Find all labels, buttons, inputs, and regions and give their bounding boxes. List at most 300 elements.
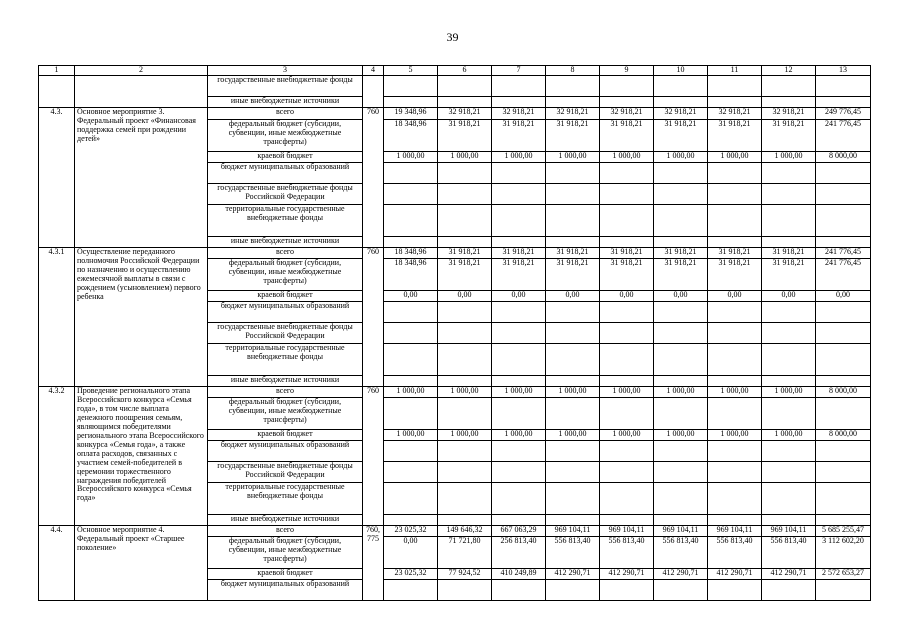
total-value: 241 776,45 xyxy=(816,259,871,291)
column-number: 4 xyxy=(363,66,384,76)
column-number-row xyxy=(39,66,871,76)
code-cell xyxy=(39,76,75,108)
year-value xyxy=(492,237,546,248)
value-cell xyxy=(762,97,816,108)
year-value: 412 290,71 xyxy=(546,569,600,580)
year-value: 1 000,00 xyxy=(438,152,492,163)
total-value xyxy=(816,302,871,323)
year-value xyxy=(384,580,438,601)
year-value: 412 290,71 xyxy=(600,569,654,580)
year-value xyxy=(654,515,708,526)
year-value: 412 290,71 xyxy=(654,569,708,580)
year-value xyxy=(438,163,492,184)
column-number: 7 xyxy=(492,66,546,76)
year-value: 31 918,21 xyxy=(708,259,762,291)
year-value: 0,00 xyxy=(654,291,708,302)
year-value xyxy=(438,441,492,462)
year-value xyxy=(762,441,816,462)
value-cell xyxy=(600,97,654,108)
year-value: 1 000,00 xyxy=(384,152,438,163)
year-value: 31 918,21 xyxy=(546,248,600,259)
year-value xyxy=(384,441,438,462)
funding-source: территориальные государственные внебюджетные фонды xyxy=(208,205,363,237)
total-value xyxy=(816,344,871,376)
year-value: 1 000,00 xyxy=(600,430,654,441)
total-value: 8 000,00 xyxy=(816,387,871,398)
year-value xyxy=(438,184,492,205)
funding-source: всего xyxy=(208,248,363,259)
column-number: 11 xyxy=(708,66,762,76)
value-cell xyxy=(438,76,492,97)
grbs-cell xyxy=(363,76,384,108)
year-value: 31 918,21 xyxy=(762,120,816,152)
year-value: 149 646,32 xyxy=(438,526,492,537)
year-value: 1 000,00 xyxy=(546,152,600,163)
year-value: 0,00 xyxy=(600,291,654,302)
year-value xyxy=(708,483,762,515)
year-value xyxy=(654,376,708,387)
year-value: 18 348,96 xyxy=(384,248,438,259)
year-value xyxy=(762,237,816,248)
year-value: 1 000,00 xyxy=(708,430,762,441)
year-value xyxy=(546,184,600,205)
year-value xyxy=(600,205,654,237)
funding-source: федеральный бюджет (субсидии, субвенции, иные межбюджетные трансферты) xyxy=(208,259,363,291)
funding-source: федеральный бюджет (субсидии, субвенции, иные межбюджетные трансферты) xyxy=(208,120,363,152)
source-cell: государственные внебюджетные фонды xyxy=(208,76,363,97)
year-value xyxy=(708,184,762,205)
funding-source: краевой бюджет xyxy=(208,569,363,580)
year-value xyxy=(492,205,546,237)
table-row xyxy=(39,248,871,259)
year-value xyxy=(762,184,816,205)
page-number: 39 xyxy=(446,30,459,44)
year-value: 31 918,21 xyxy=(762,248,816,259)
year-value: 410 249,89 xyxy=(492,569,546,580)
year-value: 32 918,21 xyxy=(654,108,708,120)
year-value xyxy=(654,237,708,248)
year-value xyxy=(600,483,654,515)
source-cell: иные внебюджетные источники xyxy=(208,97,363,108)
year-value xyxy=(654,163,708,184)
total-value: 8 000,00 xyxy=(816,430,871,441)
year-value xyxy=(384,398,438,430)
total-value: 5 685 255,47 xyxy=(816,526,871,537)
year-value: 1 000,00 xyxy=(762,430,816,441)
year-value xyxy=(384,483,438,515)
year-value xyxy=(438,483,492,515)
year-value xyxy=(384,376,438,387)
year-value: 31 918,21 xyxy=(438,120,492,152)
value-cell xyxy=(438,97,492,108)
value-cell xyxy=(708,97,762,108)
total-value xyxy=(816,184,871,205)
year-value: 32 918,21 xyxy=(546,108,600,120)
section-name: Осуществление переданного полномочия Российской Федерации по назначению и осуществлению ежемесячной выплаты в связи с рождением (усыновлением) первого ребенка xyxy=(75,248,208,387)
year-value xyxy=(492,483,546,515)
total-value xyxy=(816,580,871,601)
year-value: 31 918,21 xyxy=(438,259,492,291)
table-row xyxy=(39,108,871,120)
year-value: 31 918,21 xyxy=(492,259,546,291)
year-value: 31 918,21 xyxy=(600,259,654,291)
year-value xyxy=(546,237,600,248)
year-value: 31 918,21 xyxy=(438,248,492,259)
year-value: 556 813,40 xyxy=(762,537,816,569)
funding-source: бюджет муниципальных образований xyxy=(208,441,363,462)
table-row xyxy=(39,387,871,398)
funding-source: бюджет муниципальных образований xyxy=(208,163,363,184)
year-value: 556 813,40 xyxy=(708,537,762,569)
year-value: 1 000,00 xyxy=(708,152,762,163)
year-value xyxy=(708,163,762,184)
column-number: 12 xyxy=(762,66,816,76)
year-value xyxy=(654,323,708,344)
value-cell xyxy=(546,97,600,108)
year-value xyxy=(600,323,654,344)
year-value: 31 918,21 xyxy=(762,259,816,291)
value-cell xyxy=(708,76,762,97)
total-value: 249 776,45 xyxy=(816,108,871,120)
year-value xyxy=(708,462,762,483)
funding-source: территориальные государственные внебюджетные фонды xyxy=(208,483,363,515)
year-value: 31 918,21 xyxy=(654,120,708,152)
year-value: 1 000,00 xyxy=(546,387,600,398)
section-name: Основное мероприятие 3. Федеральный проект «Финансовая поддержка семей при рождении детей» xyxy=(75,108,208,248)
year-value xyxy=(762,205,816,237)
funding-source: иные внебюджетные источники xyxy=(208,376,363,387)
year-value: 0,00 xyxy=(384,291,438,302)
year-value xyxy=(492,163,546,184)
column-number: 13 xyxy=(816,66,871,76)
column-number: 10 xyxy=(654,66,708,76)
funding-source: краевой бюджет xyxy=(208,152,363,163)
year-value xyxy=(654,441,708,462)
year-value xyxy=(546,580,600,601)
year-value xyxy=(492,376,546,387)
year-value: 31 918,21 xyxy=(492,248,546,259)
value-cell xyxy=(762,76,816,97)
year-value xyxy=(546,302,600,323)
section-code: 4.3.1 xyxy=(39,248,75,387)
year-value xyxy=(492,344,546,376)
year-value xyxy=(438,323,492,344)
total-value xyxy=(816,205,871,237)
year-value: 31 918,21 xyxy=(600,248,654,259)
year-value xyxy=(600,163,654,184)
year-value xyxy=(708,205,762,237)
total-value: 0,00 xyxy=(816,291,871,302)
year-value: 1 000,00 xyxy=(600,152,654,163)
year-value: 31 918,21 xyxy=(600,120,654,152)
year-value: 256 813,40 xyxy=(492,537,546,569)
total-value: 241 776,45 xyxy=(816,248,871,259)
year-value xyxy=(438,515,492,526)
year-value: 0,00 xyxy=(708,291,762,302)
year-value: 1 000,00 xyxy=(762,387,816,398)
year-value: 32 918,21 xyxy=(708,108,762,120)
year-value xyxy=(708,302,762,323)
value-cell xyxy=(384,76,438,97)
year-value: 31 918,21 xyxy=(708,248,762,259)
year-value xyxy=(762,376,816,387)
column-number: 2 xyxy=(75,66,208,76)
year-value xyxy=(600,441,654,462)
funding-source: краевой бюджет xyxy=(208,430,363,441)
year-value xyxy=(762,323,816,344)
year-value: 556 813,40 xyxy=(654,537,708,569)
year-value xyxy=(654,462,708,483)
year-value: 969 104,11 xyxy=(654,526,708,537)
total-value xyxy=(816,237,871,248)
column-number: 6 xyxy=(438,66,492,76)
year-value xyxy=(708,237,762,248)
funding-source: краевой бюджет xyxy=(208,291,363,302)
year-value xyxy=(546,398,600,430)
year-value: 667 063,29 xyxy=(492,526,546,537)
year-value xyxy=(600,344,654,376)
table-row xyxy=(39,526,871,537)
column-number: 5 xyxy=(384,66,438,76)
funding-source: всего xyxy=(208,108,363,120)
year-value xyxy=(492,515,546,526)
year-value xyxy=(384,344,438,376)
total-value xyxy=(816,441,871,462)
year-value xyxy=(492,462,546,483)
year-value: 1 000,00 xyxy=(600,387,654,398)
total-value xyxy=(816,376,871,387)
year-value xyxy=(762,462,816,483)
total-value xyxy=(816,462,871,483)
year-value xyxy=(438,302,492,323)
year-value: 31 918,21 xyxy=(708,120,762,152)
year-value xyxy=(438,376,492,387)
year-value: 23 025,32 xyxy=(384,526,438,537)
year-value xyxy=(438,237,492,248)
year-value xyxy=(708,323,762,344)
year-value: 1 000,00 xyxy=(762,152,816,163)
year-value xyxy=(762,398,816,430)
grbs-code: 760 xyxy=(363,387,384,526)
year-value xyxy=(438,462,492,483)
year-value: 31 918,21 xyxy=(546,259,600,291)
value-cell xyxy=(816,97,871,108)
year-value xyxy=(546,344,600,376)
year-value xyxy=(438,344,492,376)
year-value: 1 000,00 xyxy=(492,430,546,441)
total-value: 8 000,00 xyxy=(816,152,871,163)
section-name: Основное мероприятие 4. Федеральный проект «Старшее поколение» xyxy=(75,526,208,601)
year-value: 1 000,00 xyxy=(546,430,600,441)
total-value xyxy=(816,483,871,515)
year-value xyxy=(492,580,546,601)
year-value xyxy=(384,237,438,248)
section-code: 4.4. xyxy=(39,526,75,601)
year-value xyxy=(384,323,438,344)
year-value xyxy=(384,163,438,184)
year-value xyxy=(492,302,546,323)
year-value xyxy=(384,462,438,483)
section-name: Проведение регионального этапа Всероссийского конкурса «Семья года», в том числе выплата денежного поощрения семьям, являющимся победителями регионального этапа Всероссийского конкурса «Семья года», а также оплата расходов, связанных с участием семей-победителей в церемонии торжественного награждения победителей Всероссийского конкурса «Семья года» xyxy=(75,387,208,526)
year-value xyxy=(708,580,762,601)
year-value xyxy=(600,580,654,601)
year-value: 1 000,00 xyxy=(654,152,708,163)
year-value: 23 025,32 xyxy=(384,569,438,580)
year-value xyxy=(762,483,816,515)
year-value: 0,00 xyxy=(384,537,438,569)
value-cell xyxy=(654,76,708,97)
year-value xyxy=(384,302,438,323)
year-value xyxy=(546,462,600,483)
year-value xyxy=(384,184,438,205)
year-value xyxy=(708,515,762,526)
year-value: 1 000,00 xyxy=(438,430,492,441)
year-value: 412 290,71 xyxy=(762,569,816,580)
year-value xyxy=(546,515,600,526)
continued-row xyxy=(39,76,871,97)
funding-source: иные внебюджетные источники xyxy=(208,237,363,248)
year-value xyxy=(654,344,708,376)
year-value xyxy=(600,376,654,387)
year-value xyxy=(600,462,654,483)
year-value: 1 000,00 xyxy=(708,387,762,398)
funding-source: государственные внебюджетные фонды Российской Федерации xyxy=(208,323,363,344)
grbs-code: 760 xyxy=(363,248,384,387)
year-value: 31 918,21 xyxy=(654,248,708,259)
year-value xyxy=(762,344,816,376)
year-value: 31 918,21 xyxy=(492,120,546,152)
year-value: 556 813,40 xyxy=(546,537,600,569)
year-value: 1 000,00 xyxy=(654,387,708,398)
year-value: 0,00 xyxy=(762,291,816,302)
name-cell xyxy=(75,76,208,108)
total-value: 3 112 602,20 xyxy=(816,537,871,569)
total-value xyxy=(816,398,871,430)
year-value xyxy=(492,441,546,462)
column-number: 9 xyxy=(600,66,654,76)
year-value xyxy=(546,441,600,462)
year-value xyxy=(438,580,492,601)
total-value: 241 776,45 xyxy=(816,120,871,152)
year-value xyxy=(708,344,762,376)
year-value xyxy=(654,184,708,205)
grbs-code: 760, 775 xyxy=(363,526,384,601)
year-value xyxy=(654,205,708,237)
funding-source: государственные внебюджетные фонды Российской Федерации xyxy=(208,184,363,205)
year-value xyxy=(438,398,492,430)
year-value: 32 918,21 xyxy=(492,108,546,120)
funding-source: бюджет муниципальных образований xyxy=(208,302,363,323)
year-value xyxy=(546,483,600,515)
value-cell xyxy=(492,97,546,108)
year-value xyxy=(762,515,816,526)
table-body xyxy=(39,66,871,601)
year-value xyxy=(384,515,438,526)
year-value: 19 348,96 xyxy=(384,108,438,120)
year-value xyxy=(762,163,816,184)
year-value: 18 348,96 xyxy=(384,259,438,291)
year-value xyxy=(654,302,708,323)
year-value xyxy=(600,237,654,248)
year-value: 1 000,00 xyxy=(492,152,546,163)
year-value xyxy=(600,515,654,526)
year-value xyxy=(492,184,546,205)
value-cell xyxy=(546,76,600,97)
column-number: 1 xyxy=(39,66,75,76)
year-value: 77 924,52 xyxy=(438,569,492,580)
funding-source: всего xyxy=(208,526,363,537)
year-value xyxy=(492,323,546,344)
year-value: 1 000,00 xyxy=(492,387,546,398)
total-value: 2 572 653,27 xyxy=(816,569,871,580)
year-value xyxy=(654,398,708,430)
year-value xyxy=(708,376,762,387)
year-value: 31 918,21 xyxy=(546,120,600,152)
year-value: 32 918,21 xyxy=(762,108,816,120)
year-value: 18 348,96 xyxy=(384,120,438,152)
year-value xyxy=(546,323,600,344)
year-value: 0,00 xyxy=(438,291,492,302)
value-cell xyxy=(384,97,438,108)
year-value: 1 000,00 xyxy=(384,430,438,441)
year-value: 969 104,11 xyxy=(546,526,600,537)
year-value: 1 000,00 xyxy=(384,387,438,398)
section-code: 4.3. xyxy=(39,108,75,248)
year-value: 556 813,40 xyxy=(600,537,654,569)
year-value xyxy=(600,398,654,430)
year-value: 0,00 xyxy=(546,291,600,302)
funding-source: бюджет муниципальных образований xyxy=(208,580,363,601)
year-value: 412 290,71 xyxy=(708,569,762,580)
grbs-code: 760 xyxy=(363,108,384,248)
funding-source: территориальные государственные внебюджетные фонды xyxy=(208,344,363,376)
funding-source: иные внебюджетные источники xyxy=(208,515,363,526)
year-value xyxy=(708,398,762,430)
year-value xyxy=(492,398,546,430)
year-value xyxy=(600,184,654,205)
year-value xyxy=(762,580,816,601)
year-value: 0,00 xyxy=(492,291,546,302)
value-cell xyxy=(492,76,546,97)
year-value xyxy=(546,376,600,387)
budget-table xyxy=(38,65,871,601)
value-cell xyxy=(654,97,708,108)
year-value: 969 104,11 xyxy=(762,526,816,537)
column-number: 8 xyxy=(546,66,600,76)
funding-source: государственные внебюджетные фонды Российской Федерации xyxy=(208,462,363,483)
year-value: 969 104,11 xyxy=(708,526,762,537)
year-value: 71 721,80 xyxy=(438,537,492,569)
year-value xyxy=(600,302,654,323)
section-code: 4.3.2 xyxy=(39,387,75,526)
year-value xyxy=(762,302,816,323)
funding-source: федеральный бюджет (субсидии, субвенции, иные межбюджетные трансферты) xyxy=(208,537,363,569)
year-value xyxy=(708,441,762,462)
year-value xyxy=(654,483,708,515)
funding-source: федеральный бюджет (субсидии, субвенции, иные межбюджетные трансферты) xyxy=(208,398,363,430)
year-value: 1 000,00 xyxy=(654,430,708,441)
year-value xyxy=(654,580,708,601)
total-value xyxy=(816,163,871,184)
total-value xyxy=(816,515,871,526)
year-value: 32 918,21 xyxy=(600,108,654,120)
year-value: 969 104,11 xyxy=(600,526,654,537)
year-value xyxy=(384,205,438,237)
column-number: 3 xyxy=(208,66,363,76)
year-value: 32 918,21 xyxy=(438,108,492,120)
funding-source: всего xyxy=(208,387,363,398)
year-value: 1 000,00 xyxy=(438,387,492,398)
